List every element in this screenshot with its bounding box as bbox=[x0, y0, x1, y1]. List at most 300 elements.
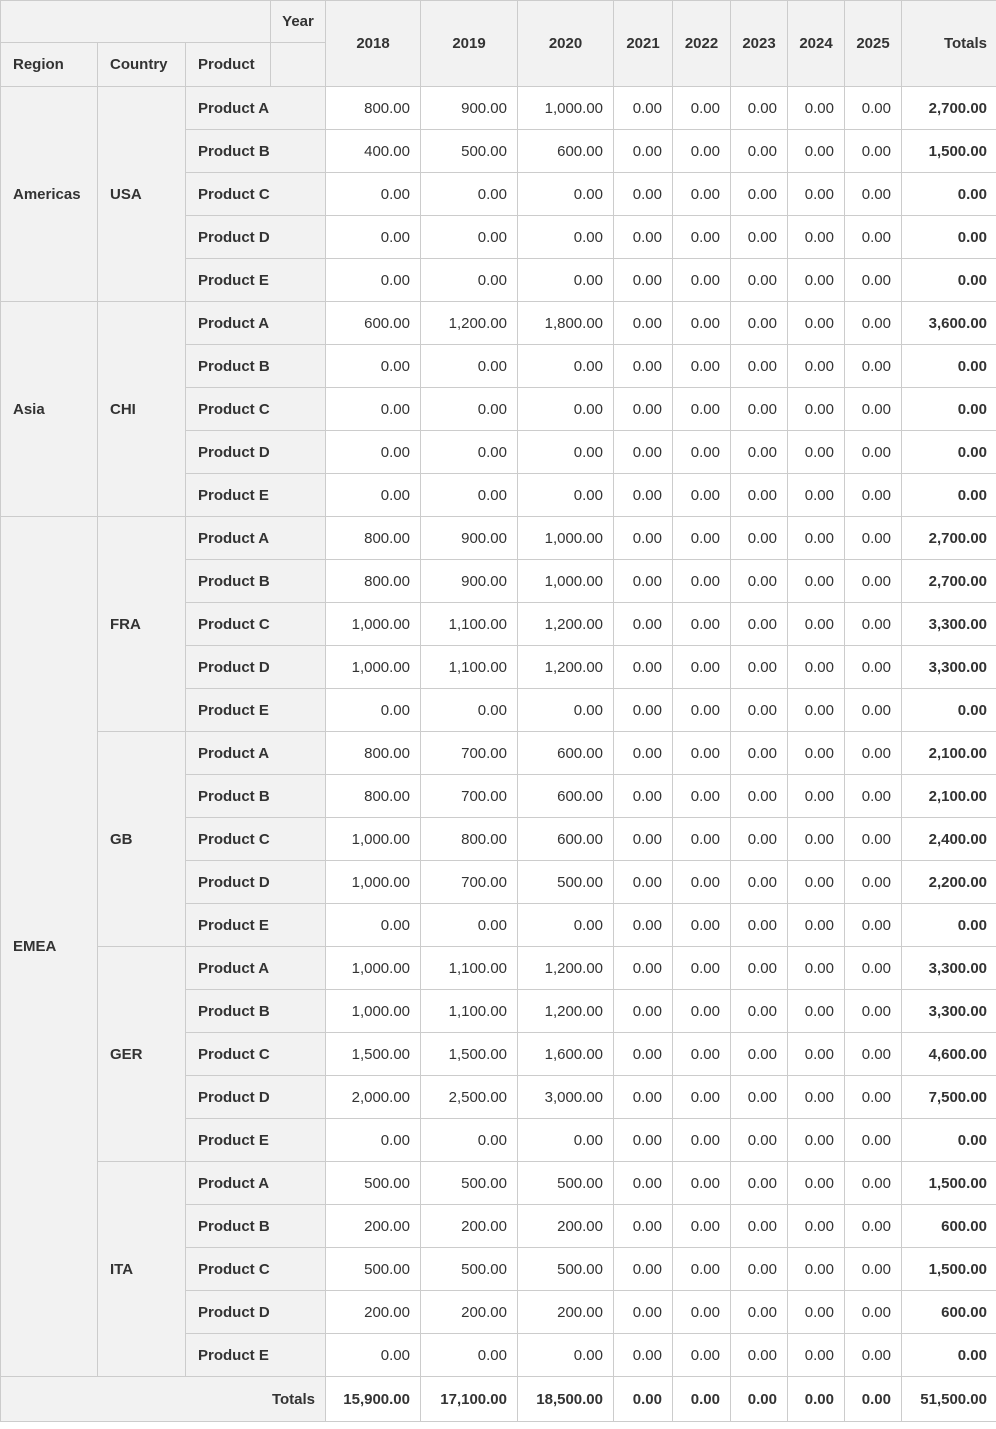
value-cell: 1,800.00 bbox=[518, 302, 614, 345]
row-total-cell: 600.00 bbox=[902, 1291, 996, 1334]
country-cell: GER bbox=[98, 947, 186, 1162]
value-cell: 0.00 bbox=[614, 1119, 673, 1162]
value-cell: 1,500.00 bbox=[326, 1033, 421, 1076]
value-cell: 0.00 bbox=[731, 474, 788, 517]
row-total-cell: 2,100.00 bbox=[902, 775, 996, 818]
value-cell: 1,100.00 bbox=[421, 646, 518, 689]
value-cell: 0.00 bbox=[614, 87, 673, 130]
value-cell: 0.00 bbox=[845, 689, 902, 732]
value-cell: 0.00 bbox=[673, 130, 731, 173]
value-cell: 1,000.00 bbox=[518, 517, 614, 560]
product-cell: Product B bbox=[186, 345, 326, 388]
value-cell: 0.00 bbox=[788, 87, 845, 130]
value-cell: 0.00 bbox=[788, 130, 845, 173]
value-cell: 0.00 bbox=[845, 130, 902, 173]
product-cell: Product C bbox=[186, 388, 326, 431]
value-cell: 0.00 bbox=[673, 87, 731, 130]
product-cell: Product E bbox=[186, 904, 326, 947]
product-cell: Product B bbox=[186, 990, 326, 1033]
value-cell: 0.00 bbox=[788, 1162, 845, 1205]
footer-totals-label: Totals bbox=[1, 1377, 326, 1422]
row-total-cell: 0.00 bbox=[902, 689, 996, 732]
value-cell: 0.00 bbox=[614, 818, 673, 861]
product-cell: Product E bbox=[186, 1119, 326, 1162]
value-cell: 0.00 bbox=[673, 1291, 731, 1334]
value-cell: 0.00 bbox=[614, 1033, 673, 1076]
value-cell: 0.00 bbox=[673, 1119, 731, 1162]
footer-value-cell: 0.00 bbox=[845, 1377, 902, 1422]
value-cell: 500.00 bbox=[518, 1248, 614, 1291]
product-cell: Product A bbox=[186, 87, 326, 130]
value-cell: 1,200.00 bbox=[518, 603, 614, 646]
value-cell: 0.00 bbox=[788, 1033, 845, 1076]
value-cell: 900.00 bbox=[421, 87, 518, 130]
value-cell: 0.00 bbox=[614, 947, 673, 990]
value-cell: 0.00 bbox=[731, 173, 788, 216]
table-footer bbox=[1, 1377, 996, 1422]
table-row bbox=[1, 302, 996, 345]
value-cell: 0.00 bbox=[845, 1033, 902, 1076]
value-cell: 0.00 bbox=[326, 904, 421, 947]
product-cell: Product E bbox=[186, 689, 326, 732]
value-cell: 1,000.00 bbox=[326, 990, 421, 1033]
value-cell: 0.00 bbox=[673, 216, 731, 259]
value-cell: 0.00 bbox=[788, 947, 845, 990]
value-cell: 1,200.00 bbox=[518, 646, 614, 689]
value-cell: 0.00 bbox=[788, 990, 845, 1033]
value-cell: 0.00 bbox=[788, 1076, 845, 1119]
value-cell: 0.00 bbox=[673, 1205, 731, 1248]
value-cell: 0.00 bbox=[518, 689, 614, 732]
value-cell: 0.00 bbox=[673, 431, 731, 474]
value-cell: 0.00 bbox=[731, 517, 788, 560]
value-cell: 0.00 bbox=[614, 345, 673, 388]
value-cell: 0.00 bbox=[673, 732, 731, 775]
value-cell: 0.00 bbox=[731, 1291, 788, 1334]
row-total-cell: 0.00 bbox=[902, 1334, 996, 1377]
row-total-cell: 0.00 bbox=[902, 173, 996, 216]
value-cell: 0.00 bbox=[518, 259, 614, 302]
value-cell: 0.00 bbox=[326, 431, 421, 474]
country-cell: GB bbox=[98, 732, 186, 947]
value-cell: 0.00 bbox=[731, 861, 788, 904]
row-header-region: Region bbox=[1, 43, 98, 87]
value-cell: 700.00 bbox=[421, 732, 518, 775]
product-cell: Product D bbox=[186, 216, 326, 259]
table-row bbox=[1, 87, 996, 130]
value-cell: 500.00 bbox=[518, 861, 614, 904]
value-cell: 0.00 bbox=[788, 818, 845, 861]
year-axis-label: Year bbox=[271, 1, 326, 43]
value-cell: 0.00 bbox=[731, 388, 788, 431]
value-cell: 600.00 bbox=[518, 775, 614, 818]
value-cell: 3,000.00 bbox=[518, 1076, 614, 1119]
product-cell: Product C bbox=[186, 603, 326, 646]
value-cell: 1,000.00 bbox=[326, 603, 421, 646]
product-cell: Product A bbox=[186, 947, 326, 990]
product-cell: Product A bbox=[186, 1162, 326, 1205]
value-cell: 0.00 bbox=[673, 302, 731, 345]
product-cell: Product B bbox=[186, 1205, 326, 1248]
value-cell: 0.00 bbox=[788, 517, 845, 560]
value-cell: 0.00 bbox=[326, 345, 421, 388]
value-cell: 0.00 bbox=[845, 517, 902, 560]
table-row bbox=[1, 947, 996, 990]
value-cell: 0.00 bbox=[845, 560, 902, 603]
value-cell: 600.00 bbox=[518, 130, 614, 173]
value-cell: 1,000.00 bbox=[326, 646, 421, 689]
value-cell: 0.00 bbox=[731, 130, 788, 173]
value-cell: 0.00 bbox=[731, 1119, 788, 1162]
value-cell: 0.00 bbox=[731, 560, 788, 603]
value-cell: 0.00 bbox=[614, 1291, 673, 1334]
row-total-cell: 7,500.00 bbox=[902, 1076, 996, 1119]
value-cell: 0.00 bbox=[326, 474, 421, 517]
value-cell: 500.00 bbox=[421, 1162, 518, 1205]
value-cell: 0.00 bbox=[673, 1248, 731, 1291]
value-cell: 0.00 bbox=[614, 173, 673, 216]
value-cell: 0.00 bbox=[673, 947, 731, 990]
value-cell: 0.00 bbox=[614, 990, 673, 1033]
value-cell: 0.00 bbox=[731, 345, 788, 388]
value-cell: 0.00 bbox=[788, 259, 845, 302]
value-cell: 0.00 bbox=[614, 474, 673, 517]
row-header-country: Country bbox=[98, 43, 186, 87]
value-cell: 800.00 bbox=[326, 87, 421, 130]
value-cell: 900.00 bbox=[421, 560, 518, 603]
value-cell: 0.00 bbox=[845, 345, 902, 388]
row-total-cell: 0.00 bbox=[902, 431, 996, 474]
value-cell: 200.00 bbox=[421, 1205, 518, 1248]
value-cell: 0.00 bbox=[845, 732, 902, 775]
value-cell: 0.00 bbox=[731, 87, 788, 130]
value-cell: 500.00 bbox=[326, 1248, 421, 1291]
value-cell: 0.00 bbox=[845, 603, 902, 646]
value-cell: 0.00 bbox=[845, 474, 902, 517]
value-cell: 1,000.00 bbox=[326, 818, 421, 861]
value-cell: 200.00 bbox=[518, 1205, 614, 1248]
value-cell: 0.00 bbox=[788, 646, 845, 689]
value-cell: 0.00 bbox=[788, 904, 845, 947]
value-cell: 0.00 bbox=[845, 388, 902, 431]
value-cell: 0.00 bbox=[845, 861, 902, 904]
value-cell: 0.00 bbox=[326, 216, 421, 259]
value-cell: 0.00 bbox=[788, 302, 845, 345]
value-cell: 2,000.00 bbox=[326, 1076, 421, 1119]
value-cell: 0.00 bbox=[614, 861, 673, 904]
value-cell: 0.00 bbox=[788, 560, 845, 603]
value-cell: 0.00 bbox=[845, 818, 902, 861]
value-cell: 0.00 bbox=[421, 173, 518, 216]
country-cell: ITA bbox=[98, 1162, 186, 1377]
value-cell: 0.00 bbox=[518, 431, 614, 474]
value-cell: 0.00 bbox=[845, 431, 902, 474]
product-cell: Product C bbox=[186, 818, 326, 861]
value-cell: 0.00 bbox=[518, 474, 614, 517]
value-cell: 0.00 bbox=[673, 1076, 731, 1119]
row-total-cell: 1,500.00 bbox=[902, 1162, 996, 1205]
header-row-top bbox=[1, 1, 996, 43]
table-header bbox=[1, 1, 996, 87]
product-cell: Product D bbox=[186, 646, 326, 689]
value-cell: 600.00 bbox=[518, 732, 614, 775]
product-cell: Product B bbox=[186, 560, 326, 603]
value-cell: 0.00 bbox=[673, 173, 731, 216]
value-cell: 0.00 bbox=[845, 1205, 902, 1248]
value-cell: 800.00 bbox=[326, 560, 421, 603]
value-cell: 0.00 bbox=[614, 1162, 673, 1205]
value-cell: 1,200.00 bbox=[518, 947, 614, 990]
value-cell: 0.00 bbox=[845, 947, 902, 990]
region-cell: EMEA bbox=[1, 517, 98, 1377]
value-cell: 0.00 bbox=[421, 1334, 518, 1377]
value-cell: 0.00 bbox=[673, 1033, 731, 1076]
product-cell: Product B bbox=[186, 775, 326, 818]
footer-value-cell: 17,100.00 bbox=[421, 1377, 518, 1422]
country-cell: FRA bbox=[98, 517, 186, 732]
row-total-cell: 1,500.00 bbox=[902, 130, 996, 173]
product-cell: Product E bbox=[186, 259, 326, 302]
row-total-cell: 600.00 bbox=[902, 1205, 996, 1248]
value-cell: 800.00 bbox=[326, 732, 421, 775]
value-cell: 1,100.00 bbox=[421, 990, 518, 1033]
value-cell: 800.00 bbox=[326, 517, 421, 560]
value-cell: 1,000.00 bbox=[518, 87, 614, 130]
corner-cell bbox=[1, 1, 271, 43]
col-header-year-2021: 2021 bbox=[614, 1, 673, 87]
value-cell: 0.00 bbox=[845, 646, 902, 689]
value-cell: 1,000.00 bbox=[518, 560, 614, 603]
value-cell: 200.00 bbox=[326, 1291, 421, 1334]
value-cell: 0.00 bbox=[731, 732, 788, 775]
region-cell: Americas bbox=[1, 87, 98, 302]
value-cell: 0.00 bbox=[614, 431, 673, 474]
product-cell: Product C bbox=[186, 1033, 326, 1076]
value-cell: 0.00 bbox=[845, 302, 902, 345]
totals-row bbox=[1, 1377, 996, 1422]
value-cell: 0.00 bbox=[614, 689, 673, 732]
value-cell: 900.00 bbox=[421, 517, 518, 560]
value-cell: 0.00 bbox=[673, 904, 731, 947]
value-cell: 0.00 bbox=[326, 388, 421, 431]
row-total-cell: 3,300.00 bbox=[902, 990, 996, 1033]
footer-value-cell: 15,900.00 bbox=[326, 1377, 421, 1422]
value-cell: 400.00 bbox=[326, 130, 421, 173]
row-total-cell: 2,200.00 bbox=[902, 861, 996, 904]
product-cell: Product E bbox=[186, 474, 326, 517]
value-cell: 0.00 bbox=[326, 1119, 421, 1162]
region-cell: Asia bbox=[1, 302, 98, 517]
value-cell: 1,100.00 bbox=[421, 947, 518, 990]
value-cell: 0.00 bbox=[788, 603, 845, 646]
table-row bbox=[1, 732, 996, 775]
value-cell: 500.00 bbox=[518, 1162, 614, 1205]
row-total-cell: 4,600.00 bbox=[902, 1033, 996, 1076]
value-cell: 600.00 bbox=[518, 818, 614, 861]
value-cell: 800.00 bbox=[326, 775, 421, 818]
value-cell: 0.00 bbox=[673, 775, 731, 818]
value-cell: 0.00 bbox=[788, 732, 845, 775]
value-cell: 0.00 bbox=[845, 1291, 902, 1334]
value-cell: 0.00 bbox=[614, 259, 673, 302]
row-total-cell: 0.00 bbox=[902, 216, 996, 259]
value-cell: 700.00 bbox=[421, 861, 518, 904]
row-total-cell: 1,500.00 bbox=[902, 1248, 996, 1291]
value-cell: 0.00 bbox=[326, 1334, 421, 1377]
row-total-cell: 0.00 bbox=[902, 388, 996, 431]
value-cell: 0.00 bbox=[421, 345, 518, 388]
value-cell: 1,200.00 bbox=[518, 990, 614, 1033]
value-cell: 200.00 bbox=[326, 1205, 421, 1248]
value-cell: 0.00 bbox=[731, 1334, 788, 1377]
value-cell: 0.00 bbox=[845, 87, 902, 130]
value-cell: 0.00 bbox=[673, 646, 731, 689]
value-cell: 0.00 bbox=[673, 689, 731, 732]
value-cell: 0.00 bbox=[731, 1205, 788, 1248]
value-cell: 0.00 bbox=[731, 689, 788, 732]
value-cell: 0.00 bbox=[326, 689, 421, 732]
year-axis-spacer bbox=[271, 43, 326, 87]
value-cell: 0.00 bbox=[731, 1162, 788, 1205]
value-cell: 0.00 bbox=[788, 1119, 845, 1162]
value-cell: 0.00 bbox=[614, 130, 673, 173]
col-header-year-2022: 2022 bbox=[673, 1, 731, 87]
value-cell: 0.00 bbox=[614, 560, 673, 603]
value-cell: 0.00 bbox=[788, 689, 845, 732]
value-cell: 0.00 bbox=[421, 474, 518, 517]
row-total-cell: 0.00 bbox=[902, 1119, 996, 1162]
product-cell: Product A bbox=[186, 517, 326, 560]
row-total-cell: 2,700.00 bbox=[902, 560, 996, 603]
product-cell: Product C bbox=[186, 173, 326, 216]
table-row bbox=[1, 517, 996, 560]
value-cell: 0.00 bbox=[788, 216, 845, 259]
value-cell: 0.00 bbox=[673, 388, 731, 431]
row-total-cell: 3,300.00 bbox=[902, 947, 996, 990]
value-cell: 0.00 bbox=[731, 990, 788, 1033]
row-total-cell: 0.00 bbox=[902, 345, 996, 388]
country-cell: CHI bbox=[98, 302, 186, 517]
value-cell: 1,200.00 bbox=[421, 302, 518, 345]
value-cell: 0.00 bbox=[731, 1248, 788, 1291]
country-cell: USA bbox=[98, 87, 186, 302]
value-cell: 0.00 bbox=[731, 1076, 788, 1119]
product-cell: Product B bbox=[186, 130, 326, 173]
col-header-year-2019: 2019 bbox=[421, 1, 518, 87]
value-cell: 0.00 bbox=[614, 732, 673, 775]
value-cell: 0.00 bbox=[326, 173, 421, 216]
product-cell: Product E bbox=[186, 1334, 326, 1377]
product-cell: Product D bbox=[186, 861, 326, 904]
value-cell: 1,000.00 bbox=[326, 947, 421, 990]
product-cell: Product D bbox=[186, 1291, 326, 1334]
value-cell: 1,600.00 bbox=[518, 1033, 614, 1076]
value-cell: 0.00 bbox=[788, 388, 845, 431]
value-cell: 0.00 bbox=[731, 1033, 788, 1076]
row-total-cell: 3,600.00 bbox=[902, 302, 996, 345]
value-cell: 0.00 bbox=[731, 904, 788, 947]
value-cell: 0.00 bbox=[731, 603, 788, 646]
value-cell: 0.00 bbox=[421, 904, 518, 947]
product-cell: Product D bbox=[186, 1076, 326, 1119]
value-cell: 0.00 bbox=[788, 1205, 845, 1248]
value-cell: 0.00 bbox=[673, 345, 731, 388]
row-total-cell: 2,100.00 bbox=[902, 732, 996, 775]
table-body bbox=[1, 87, 996, 1377]
value-cell: 0.00 bbox=[614, 216, 673, 259]
product-cell: Product A bbox=[186, 732, 326, 775]
grand-total-cell: 51,500.00 bbox=[902, 1377, 996, 1422]
value-cell: 0.00 bbox=[673, 861, 731, 904]
value-cell: 0.00 bbox=[421, 1119, 518, 1162]
row-total-cell: 2,700.00 bbox=[902, 517, 996, 560]
value-cell: 0.00 bbox=[518, 904, 614, 947]
value-cell: 0.00 bbox=[788, 861, 845, 904]
value-cell: 0.00 bbox=[673, 259, 731, 302]
value-cell: 0.00 bbox=[845, 1248, 902, 1291]
value-cell: 0.00 bbox=[614, 1205, 673, 1248]
value-cell: 0.00 bbox=[845, 1119, 902, 1162]
footer-value-cell: 0.00 bbox=[614, 1377, 673, 1422]
value-cell: 0.00 bbox=[421, 259, 518, 302]
value-cell: 0.00 bbox=[788, 431, 845, 474]
value-cell: 0.00 bbox=[845, 990, 902, 1033]
value-cell: 0.00 bbox=[788, 775, 845, 818]
value-cell: 2,500.00 bbox=[421, 1076, 518, 1119]
value-cell: 0.00 bbox=[845, 216, 902, 259]
value-cell: 0.00 bbox=[731, 646, 788, 689]
row-total-cell: 3,300.00 bbox=[902, 603, 996, 646]
value-cell: 0.00 bbox=[421, 689, 518, 732]
value-cell: 0.00 bbox=[518, 173, 614, 216]
value-cell: 500.00 bbox=[421, 1248, 518, 1291]
col-header-year-2020: 2020 bbox=[518, 1, 614, 87]
value-cell: 0.00 bbox=[788, 1291, 845, 1334]
value-cell: 0.00 bbox=[614, 1248, 673, 1291]
value-cell: 0.00 bbox=[673, 560, 731, 603]
value-cell: 200.00 bbox=[421, 1291, 518, 1334]
col-header-year-2024: 2024 bbox=[788, 1, 845, 87]
row-total-cell: 2,400.00 bbox=[902, 818, 996, 861]
value-cell: 0.00 bbox=[614, 1334, 673, 1377]
value-cell: 0.00 bbox=[673, 517, 731, 560]
value-cell: 1,500.00 bbox=[421, 1033, 518, 1076]
value-cell: 0.00 bbox=[421, 216, 518, 259]
row-total-cell: 0.00 bbox=[902, 259, 996, 302]
value-cell: 0.00 bbox=[673, 1334, 731, 1377]
value-cell: 0.00 bbox=[614, 517, 673, 560]
value-cell: 0.00 bbox=[731, 818, 788, 861]
row-header-product: Product bbox=[186, 43, 271, 87]
value-cell: 0.00 bbox=[845, 775, 902, 818]
value-cell: 0.00 bbox=[421, 388, 518, 431]
value-cell: 0.00 bbox=[788, 173, 845, 216]
value-cell: 0.00 bbox=[518, 1334, 614, 1377]
footer-value-cell: 18,500.00 bbox=[518, 1377, 614, 1422]
value-cell: 0.00 bbox=[673, 818, 731, 861]
value-cell: 1,000.00 bbox=[326, 861, 421, 904]
value-cell: 0.00 bbox=[614, 775, 673, 818]
footer-value-cell: 0.00 bbox=[673, 1377, 731, 1422]
value-cell: 1,100.00 bbox=[421, 603, 518, 646]
value-cell: 0.00 bbox=[845, 173, 902, 216]
value-cell: 0.00 bbox=[421, 431, 518, 474]
col-header-year-2018: 2018 bbox=[326, 1, 421, 87]
product-cell: Product D bbox=[186, 431, 326, 474]
value-cell: 0.00 bbox=[788, 474, 845, 517]
value-cell: 0.00 bbox=[845, 904, 902, 947]
value-cell: 0.00 bbox=[845, 259, 902, 302]
